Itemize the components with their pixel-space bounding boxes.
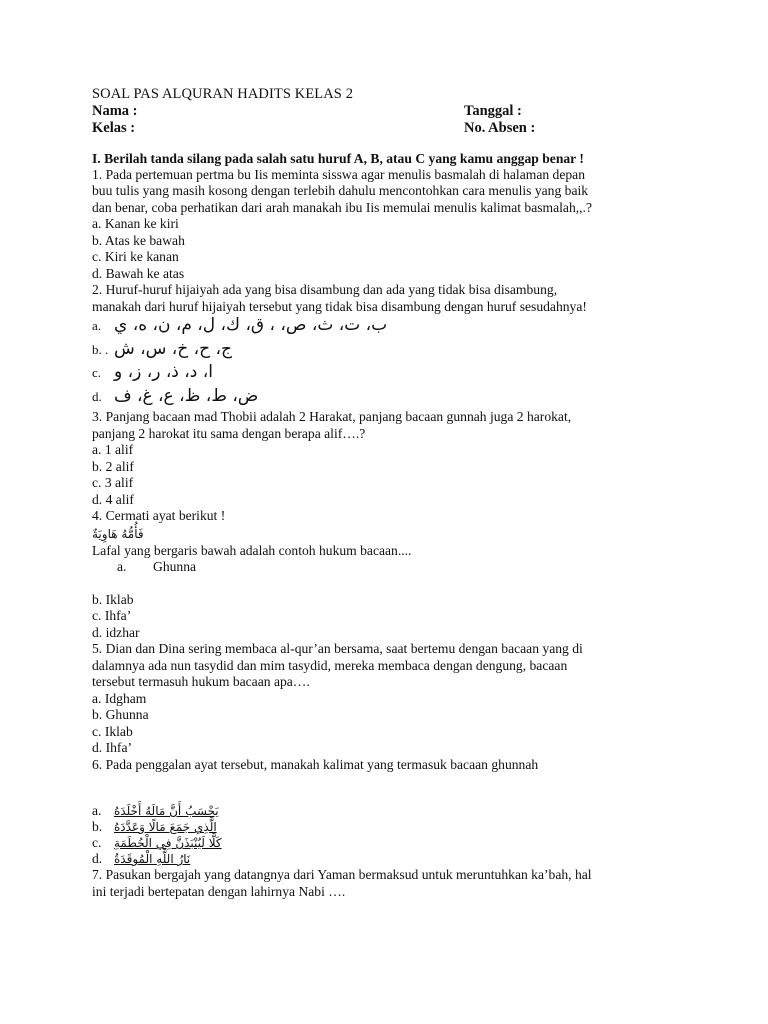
question-line: tersebut termasuh hukum bacaan apa…. bbox=[92, 674, 310, 689]
question-line: dalamnya ada nun tasydid dan mim tasydid, mereka membaca dengan dengung, bacaan bbox=[92, 657, 568, 673]
ayah-text: الَّذِي جَمَعَ مَالًا وَعَدَّدَهُ bbox=[114, 820, 217, 834]
worksheet-title: SOAL PAS ALQURAN HADITS KELAS 2 bbox=[92, 86, 354, 102]
question-line: manakah dari huruf hijaiyah tersebut yang tidak bisa disambung dengan huruf sesudahnya! bbox=[92, 298, 587, 314]
header-row-1 bbox=[92, 103, 692, 120]
option-a bbox=[92, 559, 692, 576]
option-label: b. bbox=[92, 819, 103, 834]
question-line: 7. Pasukan bergajah yang datangnya dari Yaman bermaksud untuk meruntuhkan ka’bah, hal bbox=[92, 867, 592, 882]
option-label: a. bbox=[117, 559, 127, 574]
option-label: c. bbox=[92, 835, 102, 850]
ayah-text: فَأُمُّهُ هَاوِيَةٌ bbox=[92, 526, 144, 541]
question-line: 4. Cermati ayat berikut ! bbox=[92, 508, 226, 523]
option-d: d. idzhar bbox=[92, 624, 140, 640]
question-3 bbox=[92, 409, 692, 508]
kelas-field: Kelas : bbox=[92, 119, 136, 136]
option-a bbox=[92, 803, 692, 819]
question-line: buu tulis yang masih kosong dengan terlebih dahulu mencontohkan cara menulis yang baik bbox=[92, 183, 589, 198]
option-b: b. 2 alif bbox=[92, 458, 134, 474]
option-text: Ghunna bbox=[153, 559, 197, 574]
option-c: c. Ihfa’ bbox=[92, 608, 132, 623]
ayah-text: كَلَّا لَيُنْبَذَنَّ فِي الْحُطَمَةِ bbox=[114, 836, 222, 850]
question-line: dan benar, coba perhatikan dari arah manakah ibu Iis memulai menulis kalimat basmalah,,.? bbox=[92, 199, 592, 215]
option-a: a. Idgham bbox=[92, 690, 147, 706]
option-d bbox=[92, 386, 692, 410]
question-line: 1. Pada pertemuan pertma bu Iis meminta sisswa agar menulis basmalah di halaman depan bbox=[92, 166, 586, 182]
question-5 bbox=[92, 641, 692, 757]
question-2 bbox=[92, 282, 692, 409]
option-b: b. Atas ke bawah bbox=[92, 232, 185, 248]
option-d: d. 4 alif bbox=[92, 491, 134, 507]
absen-field: No. Absen : bbox=[464, 119, 536, 136]
question-6 bbox=[92, 757, 692, 868]
option-a: a. 1 alif bbox=[92, 442, 134, 457]
option-c: c. Iklab bbox=[92, 723, 133, 739]
question-7 bbox=[92, 867, 692, 900]
option-c bbox=[92, 835, 692, 851]
option-label: b. . bbox=[92, 341, 109, 357]
question-line: 2. Huruf-huruf hijaiyah ada yang bisa disambung dan ada yang tidak bisa disambung, bbox=[92, 282, 558, 297]
option-d bbox=[92, 851, 692, 867]
option-d: d. Ihfa’ bbox=[92, 740, 133, 755]
option-label: c. bbox=[92, 365, 102, 380]
option-label: d. bbox=[92, 388, 102, 404]
worksheet-page bbox=[92, 86, 692, 900]
question-line: 3. Panjang bacaan mad Thobii adalah 2 Harakat, panjang bacaan gunnah juga 2 harokat, bbox=[92, 409, 572, 424]
nama-field: Nama : bbox=[92, 102, 138, 119]
tanggal-field: Tanggal : bbox=[464, 102, 522, 119]
option-a bbox=[92, 315, 692, 339]
question-line: ini terjadi bertepatan dengan lahirnya Nabi …. bbox=[92, 883, 346, 899]
question-line: 6. Pada penggalan ayat tersebut, manakah kalimat yang termasuk bacaan ghunnah bbox=[92, 756, 539, 772]
question-4 bbox=[92, 508, 692, 641]
ayah-text: نَارُ اللَّهِ الْمُوقَدَةُ bbox=[114, 852, 191, 866]
question-line: panjang 2 harokat itu sama dengan berapa alif….? bbox=[92, 425, 366, 441]
option-c: c. 3 alif bbox=[92, 475, 134, 490]
question-line: 5. Dian dan Dina sering membaca al-qur’an bersama, saat bertemu dengan bacaan yang di bbox=[92, 641, 583, 656]
option-a: a. Kanan ke kiri bbox=[92, 216, 179, 231]
option-label: a. bbox=[92, 318, 102, 333]
arabic-letters: ب، ت، ث، ص، ، ق، ك، ل، م، ن، ه، ي bbox=[114, 315, 388, 335]
arabic-letters: ا، د، ذ، ر، ز، و bbox=[114, 362, 213, 382]
option-b bbox=[92, 339, 692, 363]
option-b bbox=[92, 819, 692, 835]
option-label: d. bbox=[92, 851, 103, 866]
header-row-2 bbox=[92, 120, 692, 137]
question-1 bbox=[92, 167, 692, 283]
option-c: c. Kiri ke kanan bbox=[92, 249, 179, 264]
option-d: d. Bawah ke atas bbox=[92, 265, 185, 281]
option-b: b. Ghunna bbox=[92, 707, 149, 722]
instruction-text: I. Berilah tanda silang pada salah satu huruf A, B, atau C yang kamu anggap benar ! bbox=[92, 150, 584, 166]
option-label: a. bbox=[92, 803, 102, 818]
question-prompt: Lafal yang bergaris bawah adalah contoh hukum bacaan.... bbox=[92, 542, 412, 558]
arabic-letters: ض، ط، ظ، ع، غ، ف bbox=[114, 385, 259, 406]
option-c bbox=[92, 362, 692, 386]
arabic-letters: ج، ح، خ، س، ش bbox=[114, 338, 232, 359]
ayah-text: يَحْسَبُ أَنَّ مَالَهُ أَخْلَدَهُ bbox=[114, 804, 219, 818]
option-b: b. Iklab bbox=[92, 591, 134, 607]
